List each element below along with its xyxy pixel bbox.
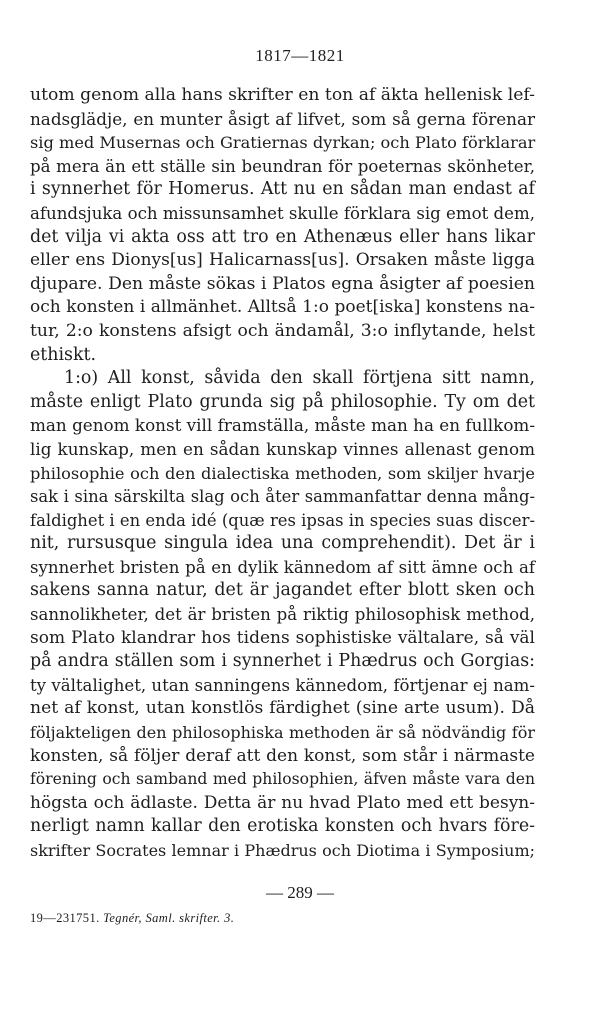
paragraph-first-line: 1:o) All konst, såvida den skall förtjena sitt namn, — [64, 368, 535, 389]
signature-number: 19—231751. — [30, 911, 100, 925]
text-line: i synnerhet för Homerus. Att nu en sådan man endast af — [30, 179, 535, 200]
text-line: man genom konst vill framställa, måste man ha en fullkom- — [30, 415, 535, 436]
text-line: sig med Musernas och Gratiernas dyrkan; och Plato förklarar — [30, 133, 536, 153]
text-line: som Plato klandrar hos tidens sophistiske vältalare, så väl — [30, 627, 535, 648]
text-line: utom genom alla hans skrifter en ton af äkta hellenisk lef- — [30, 85, 535, 105]
text-line: nerligt namn kallar den erotiska konsten och hvars före- — [30, 816, 535, 837]
text-line: och konsten i allmänhet. Alltså 1:o poet[iska] konstens na- — [30, 297, 535, 318]
text-line: ty vältalighet, utan sanningens kännedom, förtjenar ej nam- — [30, 675, 536, 695]
text-line: på mera än ett ställe sin beundran för poeternas skönheter, — [30, 156, 535, 176]
text-line: net af konst, utan konstlös färdighet (sine arte usum). Då — [30, 698, 535, 719]
text-line: sak i sina särskilta slag och åter sammanfattar denna mång- — [30, 487, 535, 507]
body-text — [30, 84, 535, 863]
text-line: synnerhet bristen på en dylik kännedom af sitt ämne och af — [30, 557, 535, 577]
text-line: det vilja vi akta oss att tro en Athenæus eller hans likar — [30, 226, 535, 247]
text-line: faldighet i en enda idé (quæ res ipsas in species suas discer- — [30, 510, 535, 530]
text-line: afundsjuka och missunsamhet skulle förklara sig emot dem, — [30, 203, 535, 223]
text-line: måste enligt Plato grunda sig på philosophie. Ty om det — [30, 391, 535, 412]
text-line: högsta och ädlaste. Detta är nu hvad Plato med ett besyn- — [30, 792, 535, 813]
text-line: sannolikheter, det är bristen på riktig philosophisk method, — [30, 605, 535, 625]
text-line: eller ens Dionys[us] Halicarnass[us]. Orsaken måste ligga — [30, 250, 535, 271]
text-line: nit, rursusque singula idea una comprehendit). Det är i — [30, 533, 535, 554]
text-line: ethiskt. — [30, 344, 97, 365]
text-line: nadsglädje, en munter åsigt af lifvet, som så gerna förenar — [30, 108, 535, 129]
printer-signature — [30, 911, 234, 926]
running-head: 1817—1821 — [255, 46, 345, 65]
text-line: skrifter Socrates lemnar i Phædrus och Diotima i Symposium; — [30, 841, 535, 860]
text-line: på andra ställen som i synnerhet i Phædrus och Gorgias: — [30, 651, 535, 672]
text-line: konsten, så följer deraf att den konst, som står i närmaste — [30, 745, 535, 766]
signature-text: Tegnér, Saml. skrifter. 3. — [103, 911, 235, 925]
text-line: lig kunskap, men en sådan kunskap vinnes allenast genom — [30, 438, 535, 459]
text-line: philosophie och den dialectiska methoden, som skiljer hvarje — [30, 463, 535, 483]
text-line: djupare. Den måste sökas i Platos egna åsigter af poesien — [30, 273, 535, 294]
text-line: förening och samband med philosophien, äfven måste vara den — [30, 770, 535, 789]
text-line: sakens sanna natur, det är jagandet efter blott sken och — [30, 580, 535, 601]
text-line: följakteligen den philosophiska methoden är så nödvändig för — [30, 723, 535, 743]
page-number: — 289 — — [266, 883, 334, 902]
text-line: tur, 2:o konstens afsigt och ändamål, 3:o inflytande, helst — [30, 320, 535, 341]
